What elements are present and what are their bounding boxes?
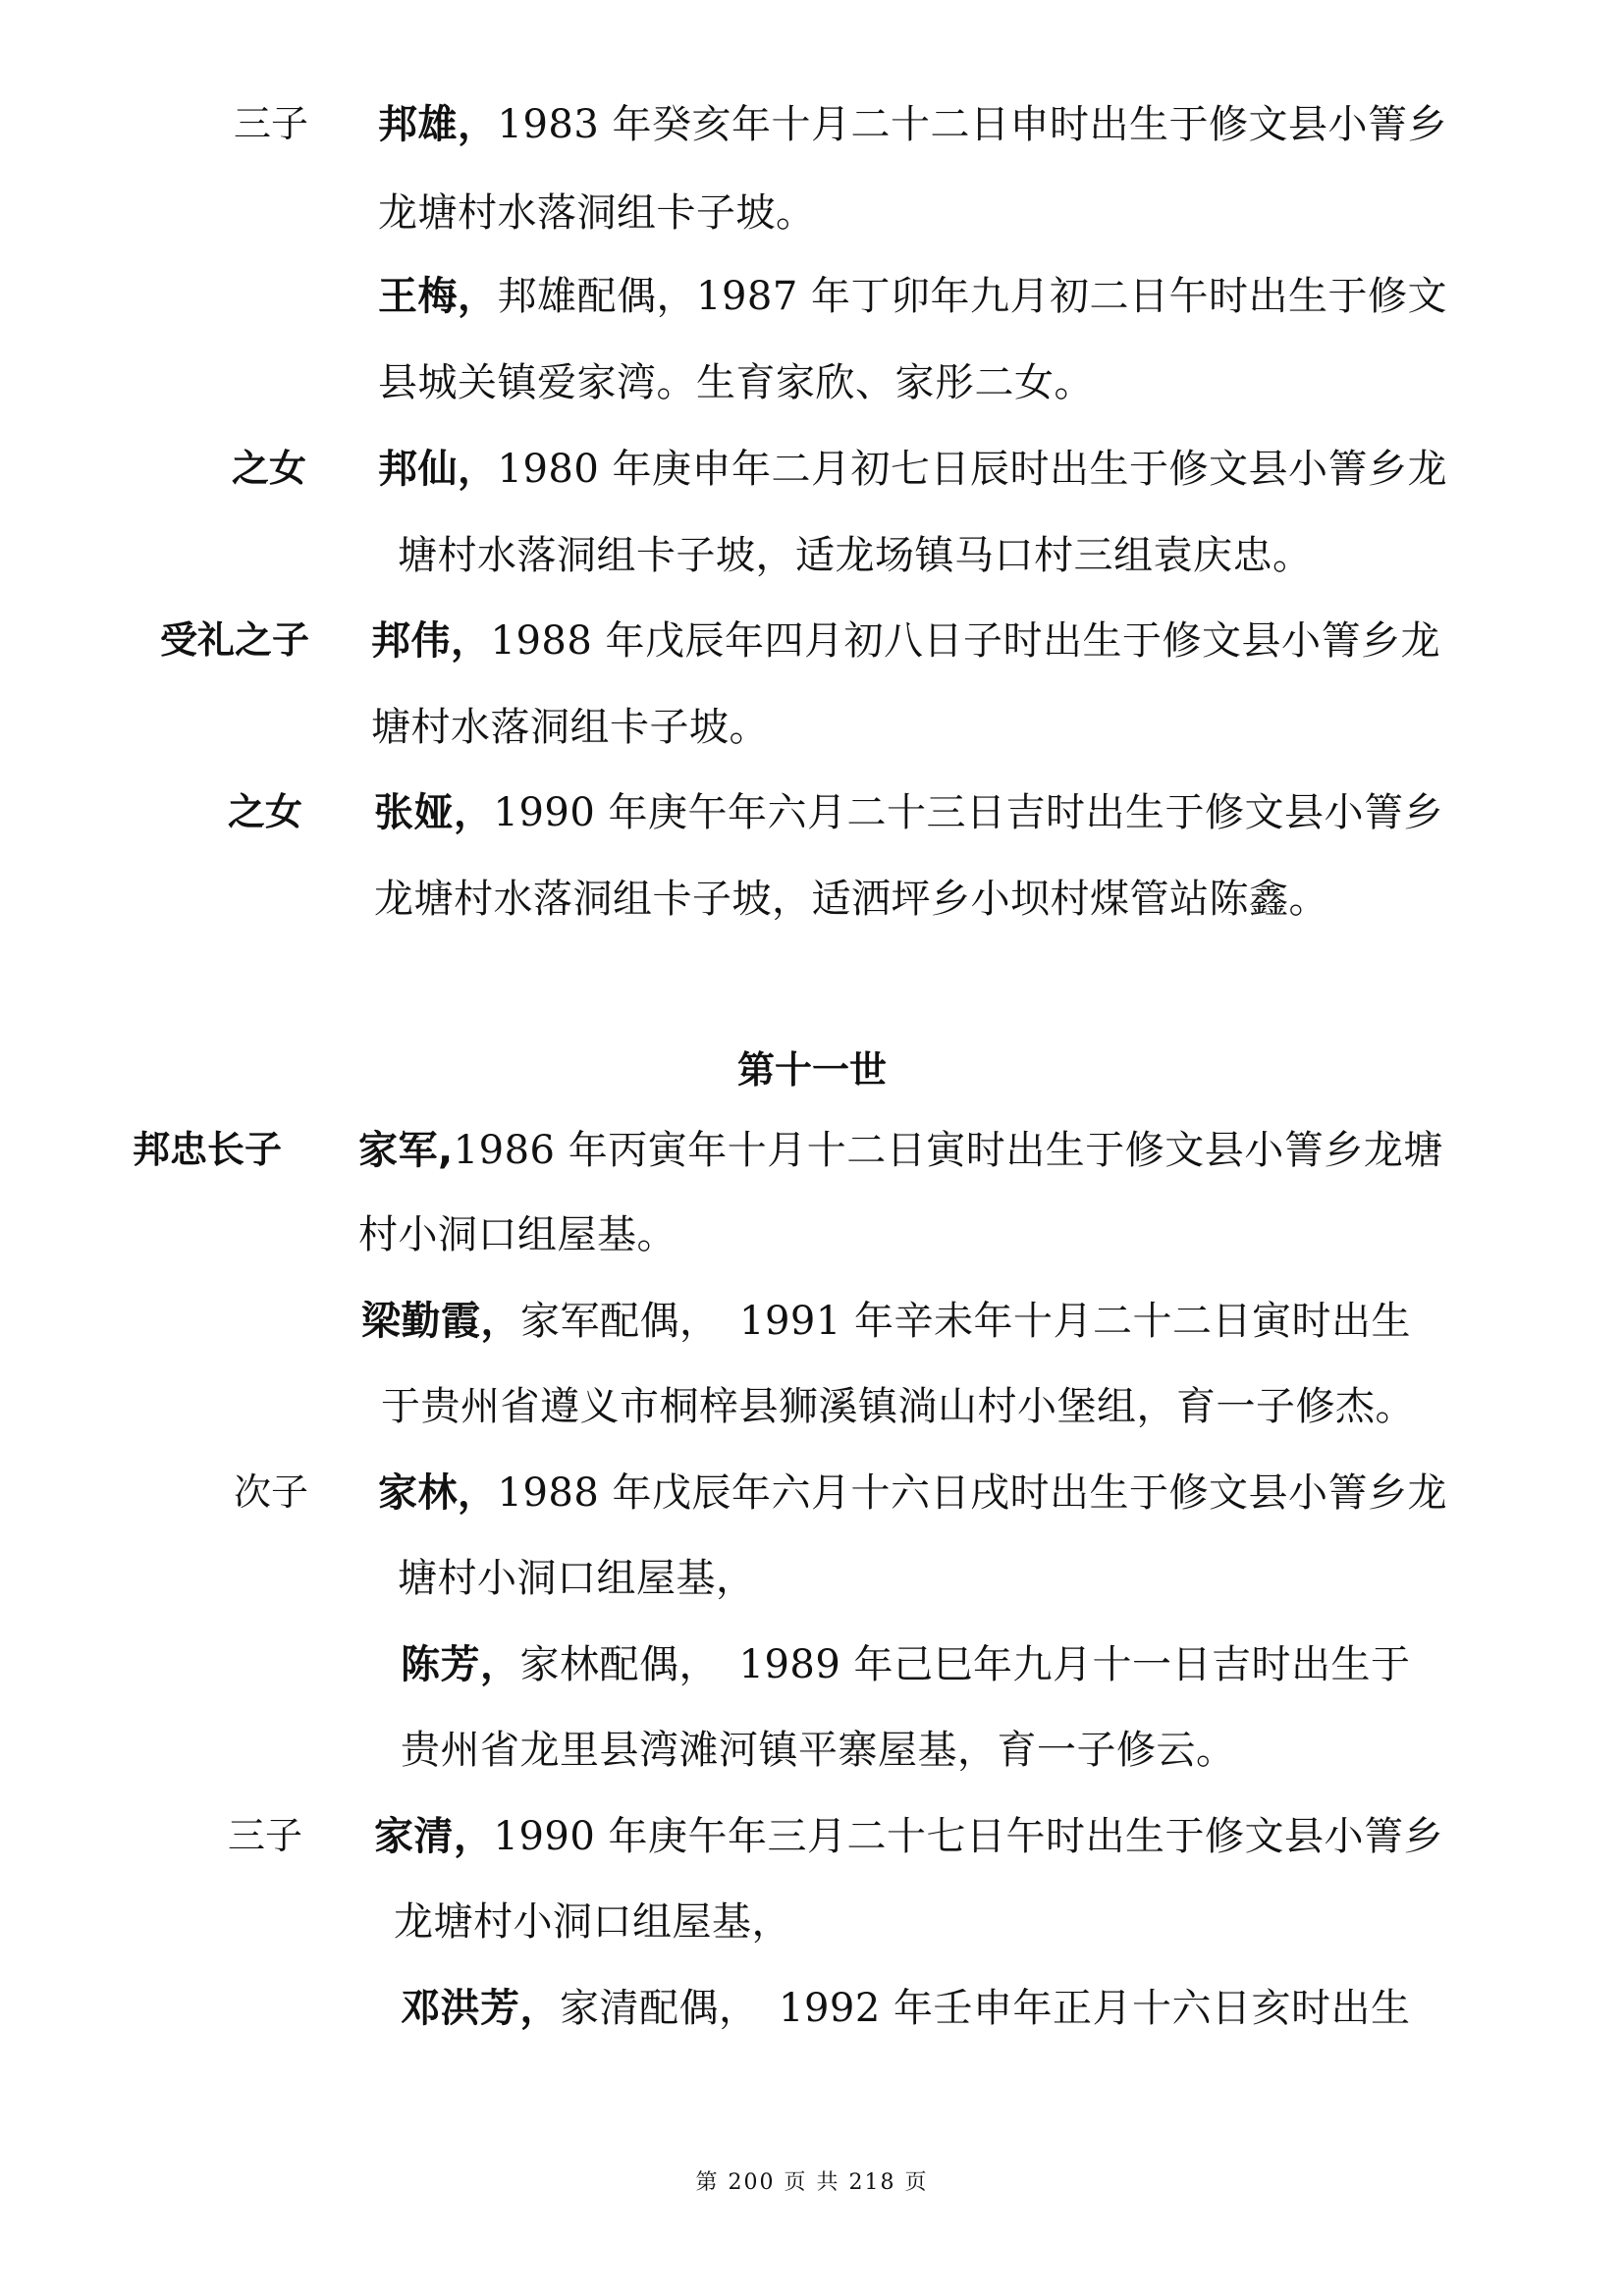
- relation-label: 三子: [228, 1814, 303, 1857]
- entry-line-2: 村小洞口组屋基。: [358, 1212, 677, 1257]
- entry-line-2: 于贵州省遵义市桐梓县狮溪镇淌山村小堡组，育一子修杰。: [381, 1384, 1415, 1429]
- entry-line-1: [374, 790, 1444, 835]
- entry-line-1: [358, 1128, 1443, 1173]
- entry-line-2: 塘村水落洞组卡子坡。: [371, 705, 769, 750]
- entry-line-1: [361, 1299, 1412, 1344]
- person-name: 邓洪芳，: [401, 1986, 560, 2031]
- relation-label: 邦忠长子: [133, 1128, 283, 1171]
- entry-line-1: [401, 1986, 1411, 2031]
- relation-label: 之女: [232, 447, 307, 490]
- person-name: 邦仙，: [378, 447, 498, 492]
- entry-text: 邦雄配偶，1987 年丁卯年九月初二日午时出生于修文: [497, 274, 1448, 319]
- entry-line-1: [378, 274, 1448, 319]
- entry-line-1: [378, 102, 1448, 147]
- entry-line-1: [378, 1470, 1448, 1516]
- relation-label: 三子: [234, 102, 309, 145]
- entry-line-2: 县城关镇爱家湾。生育家欣、家彤二女。: [378, 360, 1094, 405]
- entry-line-2: 龙塘村小洞口组屋基，: [394, 1899, 791, 1945]
- person-name: 王梅，: [378, 274, 498, 319]
- entry-text: 1988 年戊辰年四月初八日子时出生于修文县小箐乡龙: [490, 618, 1441, 664]
- entry-line-2: 塘村小洞口组屋基，: [398, 1556, 756, 1601]
- person-name: 陈芳，: [401, 1642, 520, 1687]
- person-name: 家清，: [374, 1814, 494, 1859]
- generation-heading: 第十一世: [736, 1048, 887, 1092]
- relation-label: 次子: [234, 1470, 309, 1514]
- relation-label: 受礼之子: [160, 618, 310, 662]
- entry-text: 1980 年庚申年二月初七日辰时出生于修文县小箐乡龙: [497, 447, 1448, 492]
- person-name: 张娅，: [374, 790, 494, 835]
- entry-line-1: [401, 1642, 1411, 1687]
- entry-line-1: [378, 447, 1448, 492]
- entry-line-2: 龙塘村水落洞组卡子坡，适洒坪乡小坝村煤管站陈鑫。: [374, 877, 1328, 922]
- person-name: 家林，: [378, 1470, 498, 1516]
- entry-line-2: 塘村水落洞组卡子坡，适龙场镇马口村三组袁庆忠。: [398, 533, 1313, 578]
- person-name: 邦伟，: [371, 618, 491, 664]
- page-number-footer: 第 200 页 共 218 页: [695, 2170, 929, 2195]
- person-name: 家军,: [358, 1128, 454, 1173]
- entry-line-1: [371, 618, 1441, 664]
- entry-text: 1990 年庚午年三月二十七日午时出生于修文县小箐乡: [493, 1814, 1444, 1859]
- entry-text: 家林配偶， 1989 年己巳年九月十一日吉时出生于: [519, 1642, 1411, 1687]
- person-name: 梁勤霞，: [361, 1299, 520, 1344]
- entry-text: 1986 年丙寅年十月十二日寅时出生于修文县小箐乡龙塘: [453, 1128, 1443, 1173]
- entry-text: 家清配偶， 1992 年壬申年正月十六日亥时出生: [560, 1986, 1411, 2031]
- entry-line-2: 贵州省龙里县湾滩河镇平寨屋基，育一子修云。: [401, 1728, 1236, 1773]
- entry-line-1: [374, 1814, 1444, 1859]
- entry-text: 1988 年戊辰年六月十六日戌时出生于修文县小箐乡龙: [497, 1470, 1448, 1516]
- person-name: 邦雄，: [378, 102, 498, 147]
- entry-text: 家军配偶， 1991 年辛未年十月二十二日寅时出生: [520, 1299, 1412, 1344]
- entry-text: 1983 年癸亥年十月二十二日申时出生于修文县小箐乡: [497, 102, 1448, 147]
- relation-label: 之女: [228, 790, 303, 833]
- entry-text: 1990 年庚午年六月二十三日吉时出生于修文县小箐乡: [493, 790, 1444, 835]
- entry-line-2: 龙塘村水落洞组卡子坡。: [378, 190, 816, 236]
